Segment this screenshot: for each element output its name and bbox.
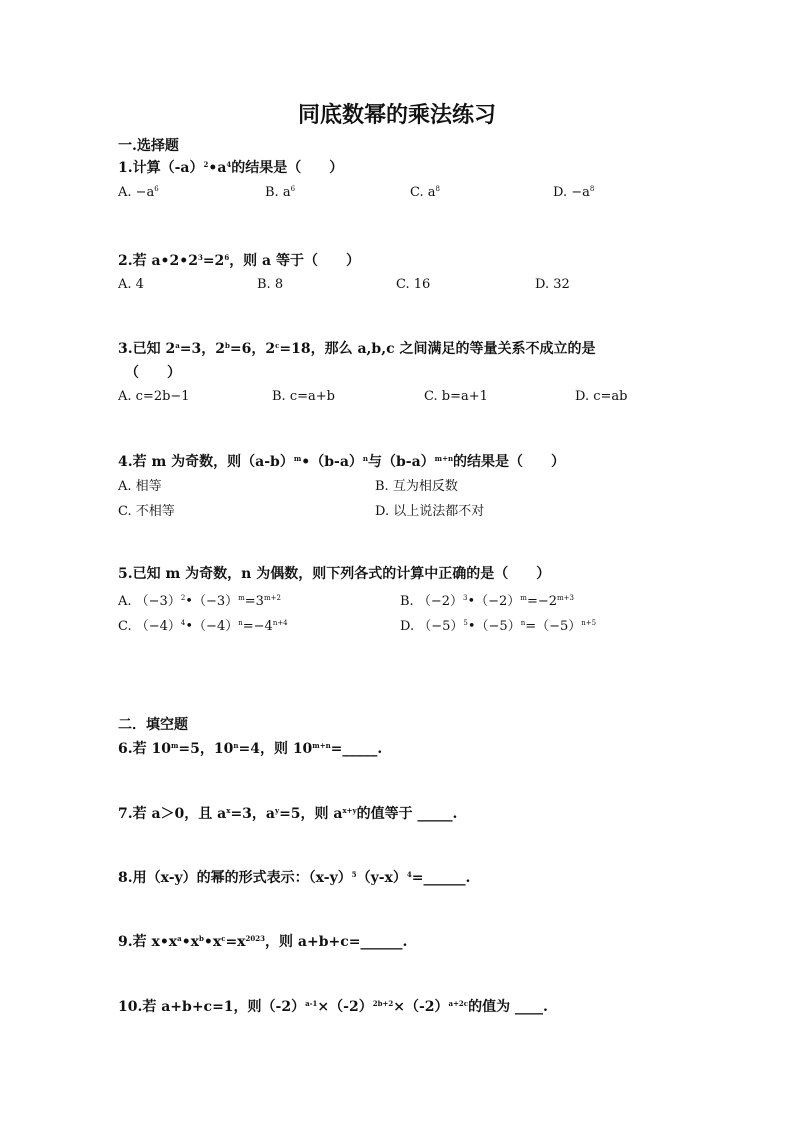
q5-option-c[interactable]: C. $(-4)^4•(-4)^n=-4^{n+4}$: [118, 619, 288, 634]
question-4: 4.若 m 为奇数，则$(a-b)^m•(b-a)^n$与$(b-a)^{m+n}$的结果是（ ）: [118, 454, 566, 470]
q1-option-a[interactable]: A. $-a^6$: [118, 185, 159, 200]
q4-option-b[interactable]: B. 互为相反数: [375, 479, 458, 494]
q2-option-c[interactable]: C. 16: [396, 277, 431, 292]
question-9: 9.若 $x•x^a•x^b•x^c=x^{2023}$，则 a+b+c=______.: [118, 934, 408, 950]
page-title: 同底数幂的乘法练习: [297, 102, 496, 128]
q4-option-c[interactable]: C. 不相等: [118, 504, 175, 519]
question-7: 7.若 a＞0，且 $a^x=3$，$a^y=5$，则 $a^{x+y}$的值等于 _____.: [118, 806, 458, 822]
question-3: 3.已知 $2^a=3$，$2^b=6$，$2^c=18$，那么 a,b,c 之间满足的等量关系不成立的是: [118, 341, 596, 357]
question-5: 5.已知 m 为奇数，n 为偶数，则下列各式的计算中正确的是（ ）: [118, 566, 551, 582]
section-fill-heading: 二．填空题: [118, 717, 188, 733]
q3-option-c[interactable]: C. b=a+1: [424, 389, 488, 404]
question-6: 6.若 $10^m=5$，$10^n=4$，则 $10^{m+n}=\_\_\_\_\_$.: [118, 741, 383, 757]
question-1: 1.计算$(-a)^2•a^4$的结果是（ ）: [118, 160, 344, 176]
question-3-paren: （ ）: [125, 365, 181, 381]
q2-option-a[interactable]: A. 4: [118, 277, 144, 292]
q1-option-d[interactable]: D. $-a^8$: [553, 185, 595, 200]
q2-option-b[interactable]: B. 8: [257, 277, 284, 292]
q5-option-a[interactable]: A. $(-3)^2•(-3)^m=3^{m+2}$: [118, 594, 281, 609]
question-8: 8.用（x-y）的幂的形式表示：$(x-y)^5(y-x)^4=\_\_\_\_\_\_$.: [118, 870, 471, 886]
q3-option-a[interactable]: A. c=2b−1: [118, 389, 190, 404]
q5-option-d[interactable]: D. $(-5)^5•(-5)^n=(-5)^{n+5}$: [400, 619, 597, 634]
q3-option-d[interactable]: D. c=ab: [575, 389, 628, 404]
q3-option-b[interactable]: B. c=a+b: [272, 389, 335, 404]
q5-option-b[interactable]: B. $(-2)^3•(-2)^m=-2^{m+3}$: [400, 594, 574, 609]
q1-option-c[interactable]: C. $a^8$: [410, 185, 440, 200]
section-choice-heading: 一.选择题: [118, 138, 179, 154]
q2-option-d[interactable]: D. 32: [535, 277, 570, 292]
question-2: 2.若 $a•2•2^3=2^6$，则 a 等于（ ）: [118, 253, 361, 269]
q4-option-a[interactable]: A. 相等: [118, 479, 162, 494]
question-10: 10.若 a+b+c=1，则$(-2)^{a-1}\times(-2)^{2b+2}\times(-2)^{a+2c}$的值为 ____.: [118, 999, 548, 1015]
q4-option-d[interactable]: D. 以上说法都不对: [375, 504, 485, 519]
q1-option-b[interactable]: B. $a^6$: [265, 185, 296, 200]
